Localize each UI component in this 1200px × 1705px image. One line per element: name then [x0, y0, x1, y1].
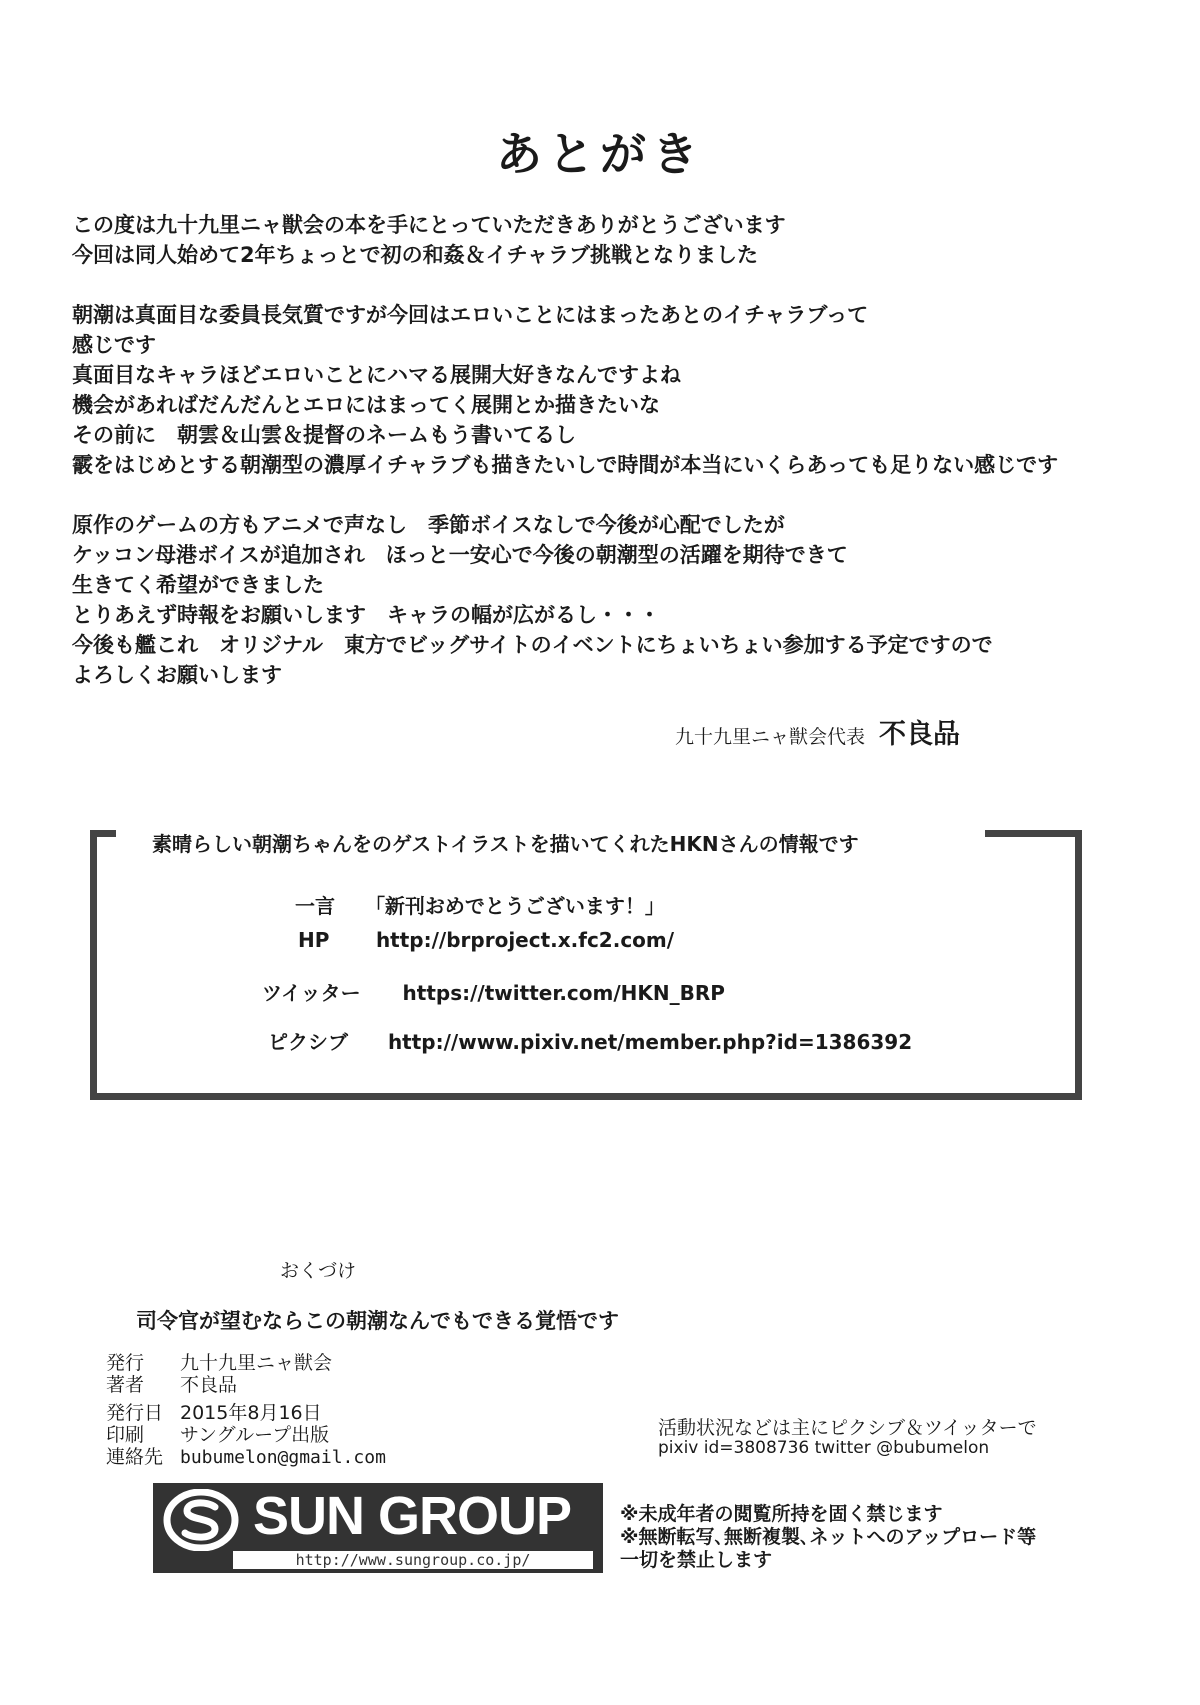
afterword-line: その前に 朝雲＆山雲＆提督のネームもう書いてるし: [72, 423, 576, 447]
guest-hp-link[interactable]: http://brproject.x.fc2.com/: [375, 928, 675, 952]
colophon-label: 著者: [106, 1374, 145, 1396]
afterword-line: 生きてく希望ができました: [72, 573, 324, 597]
colophon-label: 発行: [106, 1352, 145, 1374]
paragraph-gap: [72, 480, 1152, 510]
afterword-line: 今回は同人始めて2年ちょっとで初の和姦＆イチャラブ挑戦となりました: [72, 243, 758, 267]
activity-line2: pixiv id=3808736 twitter @bubumelon: [658, 1438, 990, 1458]
activity-line1: 活動状況などは主にピクシブ＆ツイッターで: [658, 1417, 1037, 1439]
box-frame-left: [90, 830, 97, 1100]
colophon-publisher: [106, 1352, 332, 1374]
colophon-contact: [106, 1446, 386, 1469]
afterword-line: この度は九十九里ニャ獣会の本を手にとっていただきありがとうございます: [72, 213, 786, 237]
notice-line: ※無断転写､無断複製､ネットへのアップロード等: [620, 1526, 1037, 1548]
box-frame-bottom: [90, 1093, 1082, 1100]
guest-row-comment: [290, 890, 665, 919]
notice-line: 一切を禁止します: [620, 1549, 773, 1571]
colophon-label: 連絡先: [106, 1446, 164, 1468]
sun-group-mark-icon: [163, 1489, 239, 1551]
guest-row-hp: [298, 928, 674, 952]
colophon-heading: おくづけ: [280, 1260, 357, 1282]
colophon-value: 2015年8月16日: [180, 1402, 322, 1424]
colophon-value: サングループ出版: [180, 1424, 330, 1446]
colophon-label: 印刷: [106, 1424, 145, 1446]
colophon-printer: [106, 1424, 329, 1446]
signature: [675, 712, 960, 751]
afterword-line: 機会があればだんだんとエロにはまってく展開とか描きたいな: [72, 393, 660, 417]
paragraph-gap: [72, 270, 1152, 300]
logo-text: SUN GROUP: [253, 1486, 572, 1546]
colophon-label: 発行日: [106, 1402, 164, 1424]
signature-name: 不良品: [879, 719, 961, 750]
afterword-line: 朝潮は真面目な委員長気質ですが今回はエロいことにはまったあとのイチャラブって: [72, 303, 869, 327]
signature-role: 九十九里ニャ獣会代表: [675, 726, 866, 748]
guest-comment-value: 「新刊おめでとうございます！」: [364, 894, 665, 918]
guest-box-heading: 素晴らしい朝潮ちゃんをのゲストイラストを描いてくれたHKNさんの情報です: [152, 832, 859, 856]
box-frame-top-right: [985, 830, 1082, 837]
afterword-line: 今後も艦これ オリジナル 東方でビッグサイトのイベントにちょいちょい参加する予定ですので: [72, 633, 993, 657]
page-title: あとがき: [496, 127, 704, 181]
guest-row-label: ツイッター: [262, 981, 361, 1005]
guest-row-label: HP: [298, 928, 330, 952]
notice-line: ※未成年者の閲覧所持を固く禁じます: [620, 1503, 943, 1525]
afterword-line: とりあえず時報をお願いします キャラの幅が広がるし・・・: [72, 603, 660, 627]
afterword-line: 原作のゲームの方もアニメで声なし 季節ボイスなしで今後が心配でしたが: [72, 513, 785, 537]
guest-pixiv-link[interactable]: http://www.pixiv.net/member.php?id=1386392: [387, 1030, 913, 1054]
box-frame-top-left: [90, 830, 116, 837]
guest-row-label: 一言: [295, 894, 335, 918]
logo-url: http://www.sungroup.co.jp/: [233, 1551, 593, 1569]
afterword-line: ケッコン母港ボイスが追加され ほっと一安心で今後の朝潮型の活躍を期待できて: [72, 543, 848, 567]
afterword-line: 真面目なキャラほどエロいことにハマる展開大好きなんですよね: [72, 363, 681, 387]
guest-twitter-link[interactable]: https://twitter.com/HKN_BRP: [402, 981, 725, 1005]
sun-group-logo: [153, 1483, 603, 1573]
guest-row-pixiv: [268, 1026, 912, 1055]
box-frame-right: [1075, 830, 1082, 1100]
colophon-date: [106, 1402, 322, 1424]
afterword-line: 霰をはじめとする朝潮型の濃厚イチャラブも描きたいしで時間が本当にいくらあっても足りない感じです: [72, 453, 1059, 477]
colophon-email[interactable]: bubumelon@gmail.com: [180, 1447, 386, 1468]
afterword-line: よろしくお願いします: [72, 663, 282, 687]
afterword-line: 感じです: [72, 333, 156, 357]
book-title: 司令官が望むならこの朝潮なんでもできる覚悟です: [136, 1309, 619, 1333]
colophon-value: 不良品: [180, 1374, 238, 1396]
guest-row-twitter: [262, 977, 725, 1006]
guest-row-label: ピクシブ: [268, 1030, 348, 1054]
afterword-body: [72, 210, 1152, 690]
colophon-author: [106, 1374, 237, 1396]
colophon-value: 九十九里ニャ獣会: [180, 1352, 333, 1374]
